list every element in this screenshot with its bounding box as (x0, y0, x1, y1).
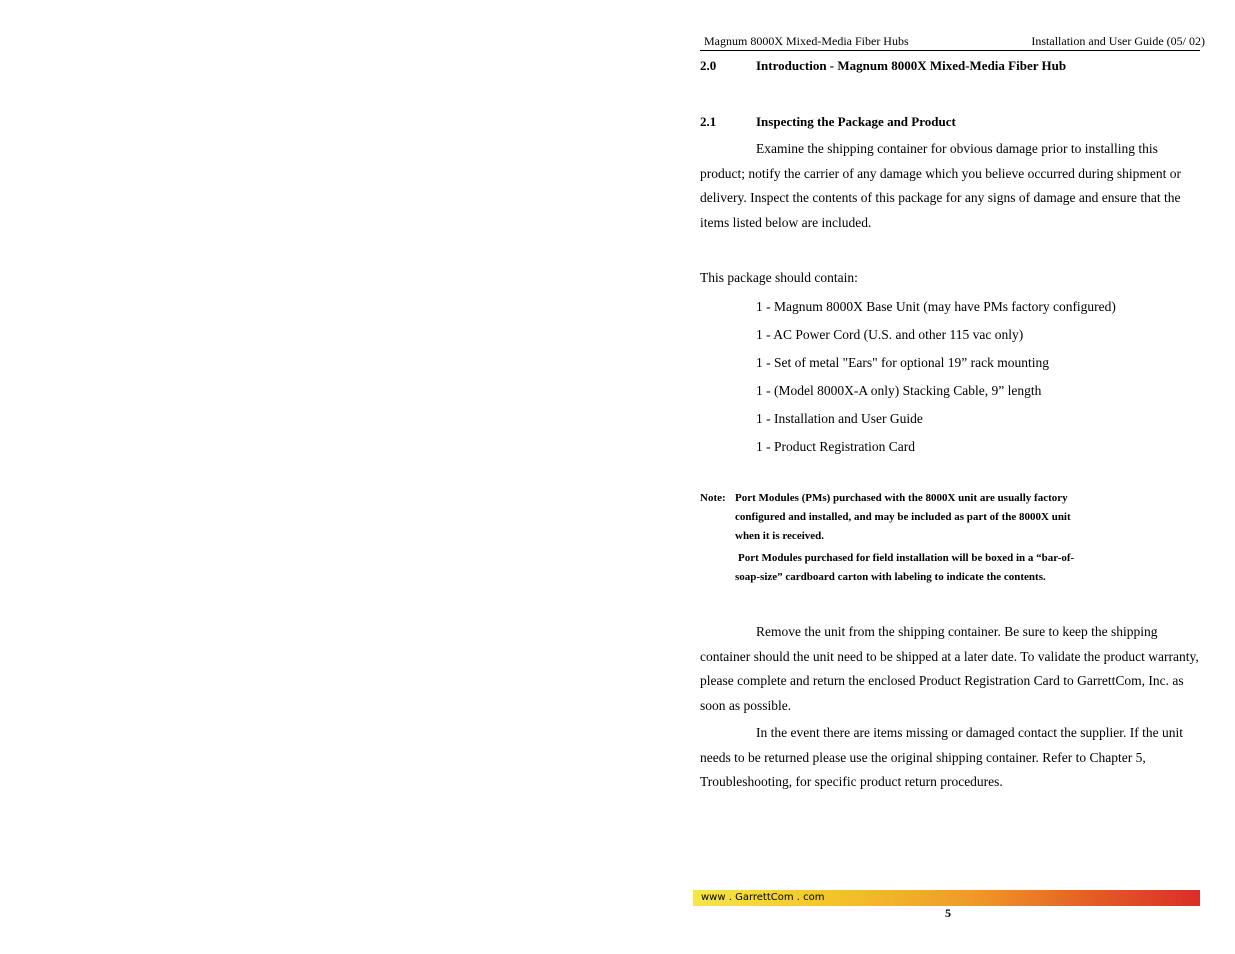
note-line-3: when it is received. (735, 530, 825, 542)
contents-label: This package should contain: (700, 270, 858, 285)
list-item: 1 - (Model 8000X-A only) Stacking Cable, 9” length (756, 383, 1042, 399)
list-item: 1 - Set of metal "Ears" for optional 19” rack mounting (756, 355, 1049, 371)
note-label: Note: (700, 492, 726, 504)
list-item: 1 - AC Power Cord (U.S. and other 115 vac only) (756, 327, 1024, 343)
list-item: 1 - Product Registration Card (756, 439, 915, 455)
list-item: 1 - Installation and User Guide (756, 411, 923, 427)
missing-items-paragraph: In the event there are items missing or damaged contact the supplier. If the unit needs to be returned please use the original shipping container. Refer to Chapter 5, Troubleshooting, for specific product return procedures. (700, 725, 1183, 789)
page-number: 5 (945, 906, 951, 920)
footer-website-url: www . GarrettCom . com (701, 892, 825, 903)
header-left-title: Magnum 8000X Mixed-Media Fiber Hubs (704, 34, 909, 48)
contents-list (756, 293, 1116, 462)
note-line-4: Port Modules purchased for field installation will be boxed in a “bar-of- (738, 552, 1075, 564)
header-rule (700, 50, 1200, 51)
intro-paragraph: Examine the shipping container for obvious damage prior to installing this product; notify the carrier of any damage which you believe occurred during shipment or delivery. Inspect the contents of this package for any signs of damage and ensure that the items listed below are included. (700, 141, 1181, 230)
note-line-5: soap-size” cardboard carton with labeling to indicate the contents. (735, 571, 1046, 583)
note-line-1: Port Modules (PMs) purchased with the 8000X unit are usually factory (735, 492, 1068, 504)
list-item: 1 - Magnum 8000X Base Unit (may have PMs factory configured) (756, 299, 1116, 314)
remove-paragraph: Remove the unit from the shipping container. Be sure to keep the shipping container should the unit need to be shipped at a later date. To validate the product warranty, please complete and return the enclosed Product Registration Card to GarrettCom, Inc. as soon as possible. (700, 624, 1199, 713)
note-line-2: configured and installed, and may be included as part of the 8000X unit (735, 511, 1071, 523)
header-right-title: Installation and User Guide (05/ 02) (1031, 34, 1205, 48)
section-2-0-title: Introduction - Magnum 8000X Mixed-Media Fiber Hub (756, 58, 1067, 73)
section-2-1-number: 2.1 (700, 114, 717, 129)
section-2-0-number: 2.0 (700, 58, 717, 73)
section-2-1-title: Inspecting the Package and Product (756, 114, 956, 129)
